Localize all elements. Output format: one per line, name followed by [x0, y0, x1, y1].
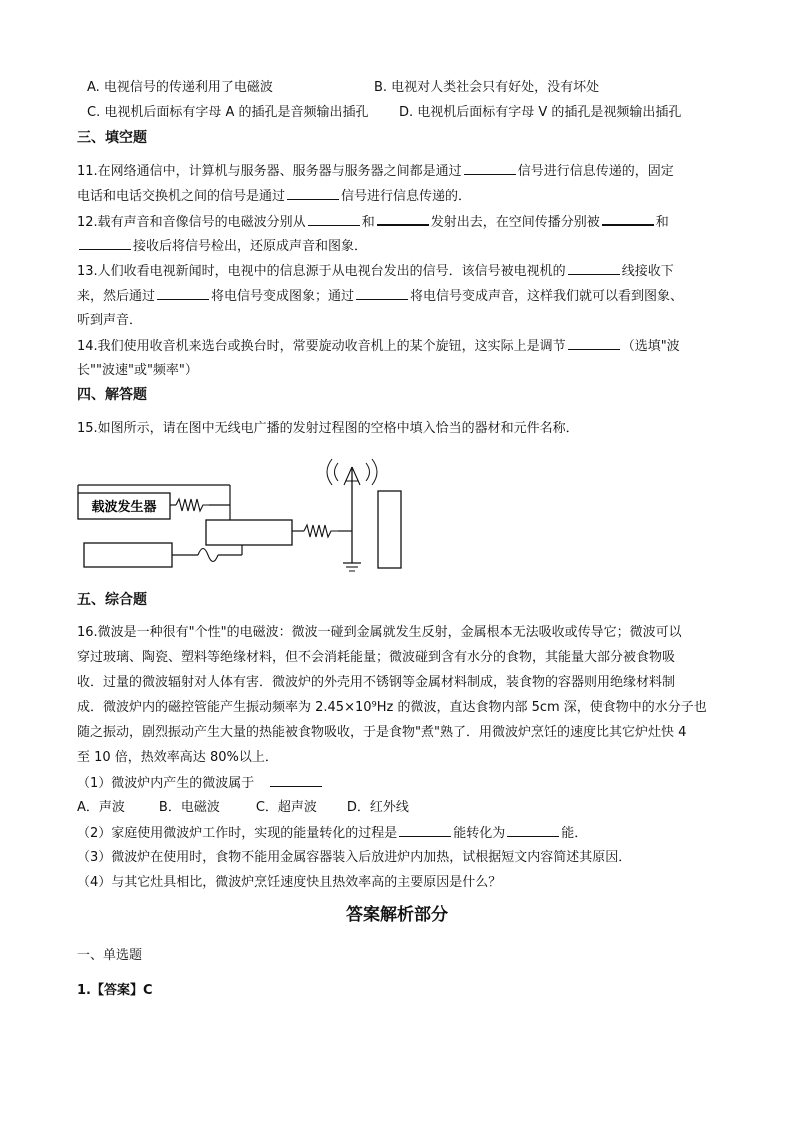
q16-sub2-text: 能． — [561, 826, 588, 841]
q10-option-c: C. 电视机后面标有字母 A 的插孔是音频输出插孔 — [87, 105, 369, 120]
q16-paragraph-line: 收．过量的微波辐射对人体有害．微波炉的外壳用不锈钢等金属材料制成，装食物的容器则用绝缘材料制 — [77, 675, 676, 690]
q13-text: 来，然后通过 — [77, 289, 156, 304]
q10-option-a: A. 电视信号的传递利用了电磁波 — [87, 80, 273, 95]
q11-line1 — [77, 162, 674, 181]
q12-text: 12.载有声音和音像信号的电磁波分别从 — [77, 215, 306, 230]
section-title-fill-in: 三、填空题 — [77, 130, 147, 146]
carrier-generator-label: 载波发生器 — [91, 500, 157, 515]
q11-line2 — [77, 187, 471, 206]
answer-blank[interactable] — [287, 187, 339, 200]
q10-option-b: B. 电视对人类社会只有好处，没有坏处 — [374, 80, 600, 95]
answer-blank[interactable] — [507, 824, 559, 837]
answer-blank[interactable] — [79, 237, 131, 250]
answer-blank[interactable] — [602, 212, 654, 226]
q16-sub4: （4）与其它灶具相比，微波炉烹饪速度快且热效率高的主要原因是什么？ — [77, 875, 502, 890]
q16-paragraph-line: 随之振动，剧烈振动产生大量的热能被食物吸收，于是食物"煮"熟了．用微波炉烹饪的速度比其它炉灶快 4 — [77, 725, 687, 740]
q11-text: 信号进行信息传递的，固定 — [517, 164, 674, 179]
q12-text: 发射出去，在空间传播分别被 — [430, 215, 600, 230]
q12-text: 和 — [655, 215, 669, 230]
q14-line2: 长""波速"或"频率"） — [77, 363, 198, 378]
q11-text: 11.在网络通信中，计算机与服务器、服务器与服务器之间都是通过 — [77, 164, 462, 179]
answer-blank[interactable] — [568, 337, 620, 350]
blank-component-box-right[interactable] — [378, 491, 401, 568]
radio-transmission-diagram — [72, 455, 412, 580]
audio-signal-icon — [198, 549, 218, 562]
q14-text: （选填"波 — [621, 339, 680, 354]
q12-text: 和 — [361, 215, 375, 230]
answer-blank[interactable] — [157, 287, 209, 300]
q11-text: 电话和电话交换机之间的信号是通过 — [77, 189, 286, 204]
answer-blank[interactable] — [308, 213, 360, 226]
section-title-answer: 四、解答题 — [77, 387, 147, 403]
answer-1-value: C — [143, 983, 153, 998]
q16-option-c[interactable]: C．超声波 — [255, 800, 317, 815]
q13-text: 将电信号变成声音，这样我们就可以看到图象、 — [410, 289, 684, 304]
q13-text: 13.人们收看电视新闻时，电视中的信息源于从电视台发出的信号．该信号被电视机的 — [77, 264, 566, 279]
resistor-1-icon — [176, 499, 209, 511]
antenna-icon — [344, 467, 352, 485]
q15-text: 15.如图所示，请在图中无线电广播的发射过程图的空格中填入恰当的器材和元件名称． — [77, 421, 579, 436]
q16-paragraph-line: 穿过玻璃、陶瓷、塑料等绝缘材料，但不会消耗能量；微波碰到含有水分的食物，其能量大部分被食物吸 — [77, 650, 676, 665]
q14-text: 14.我们使用收音机来选台或换台时，常要旋动收音机上的某个旋钮，这实际上是调节 — [77, 339, 566, 354]
section-title-comprehensive: 五、综合题 — [77, 592, 147, 608]
radio-wave-icon — [335, 463, 339, 481]
answer-blank[interactable] — [399, 824, 451, 837]
q12-text: 接收后将信号检出，还原成声音和图象． — [133, 239, 368, 254]
answer-blank[interactable] — [568, 262, 620, 275]
answer-blank[interactable] — [270, 774, 322, 787]
q13-text: 线接收下 — [621, 264, 674, 279]
answers-title: 答案解析部分 — [346, 905, 448, 925]
answer-blank[interactable] — [377, 212, 429, 226]
q12-line1 — [77, 212, 669, 232]
q13-line3: 听到声音． — [77, 313, 143, 328]
q14-line1 — [77, 337, 680, 356]
q16-option-a[interactable]: A．声波 — [77, 800, 125, 815]
answer-1-number: 1. — [77, 983, 91, 998]
answer-blank[interactable] — [356, 287, 408, 300]
resistor-2-icon — [304, 525, 338, 537]
answers-section-single-choice: 一、单选题 — [77, 948, 143, 963]
blank-component-box-middle[interactable] — [206, 520, 292, 545]
q16-sub1-options — [77, 799, 409, 817]
answer-tag: 【答案】 — [90, 983, 143, 998]
q12-line2 — [77, 237, 367, 256]
q16-sub2-text: （2）家庭使用微波炉工作时，实现的能量转化的过程是 — [77, 826, 398, 841]
q16-sub3: （3）微波炉在使用时，食物不能用金属容器装入后放进炉内加热，试根据短文内容简述其原因． — [77, 850, 632, 865]
q10-option-d: D. 电视机后面标有字母 V 的插孔是视频输出插孔 — [399, 105, 682, 120]
q16-option-b[interactable]: B．电磁波 — [158, 800, 220, 815]
q16-paragraph-line: 至 10 倍，热效率高达 80%以上． — [77, 750, 278, 765]
q16-sub1 — [77, 774, 324, 793]
blank-component-box-left[interactable] — [84, 543, 172, 567]
q13-line2 — [77, 287, 683, 306]
q16-sub2 — [77, 824, 587, 843]
answer-blank[interactable] — [464, 162, 516, 175]
q16-option-d[interactable]: D．红外线 — [346, 800, 409, 815]
q13-text: 将电信号变成图象；通过 — [211, 289, 355, 304]
q16-sub1-text: （1）微波炉内产生的微波属于 — [77, 776, 255, 791]
q16-paragraph-line: 16.微波是一种很有"个性"的电磁波：微波一碰到金属就发生反射，金属根本无法吸收或传导它；微波可以 — [77, 625, 682, 640]
q16-paragraph-line: 成．微波炉内的磁控管能产生振动频率为 2.45×10⁹Hz 的微波，直达食物内部 5cm 深，使食物中的水分子也 — [77, 700, 707, 715]
q16-sub2-text: 能转化为 — [453, 826, 506, 841]
q13-line1 — [77, 262, 674, 281]
q11-text: 信号进行信息传递的． — [341, 189, 472, 204]
answer-1 — [77, 982, 153, 1000]
